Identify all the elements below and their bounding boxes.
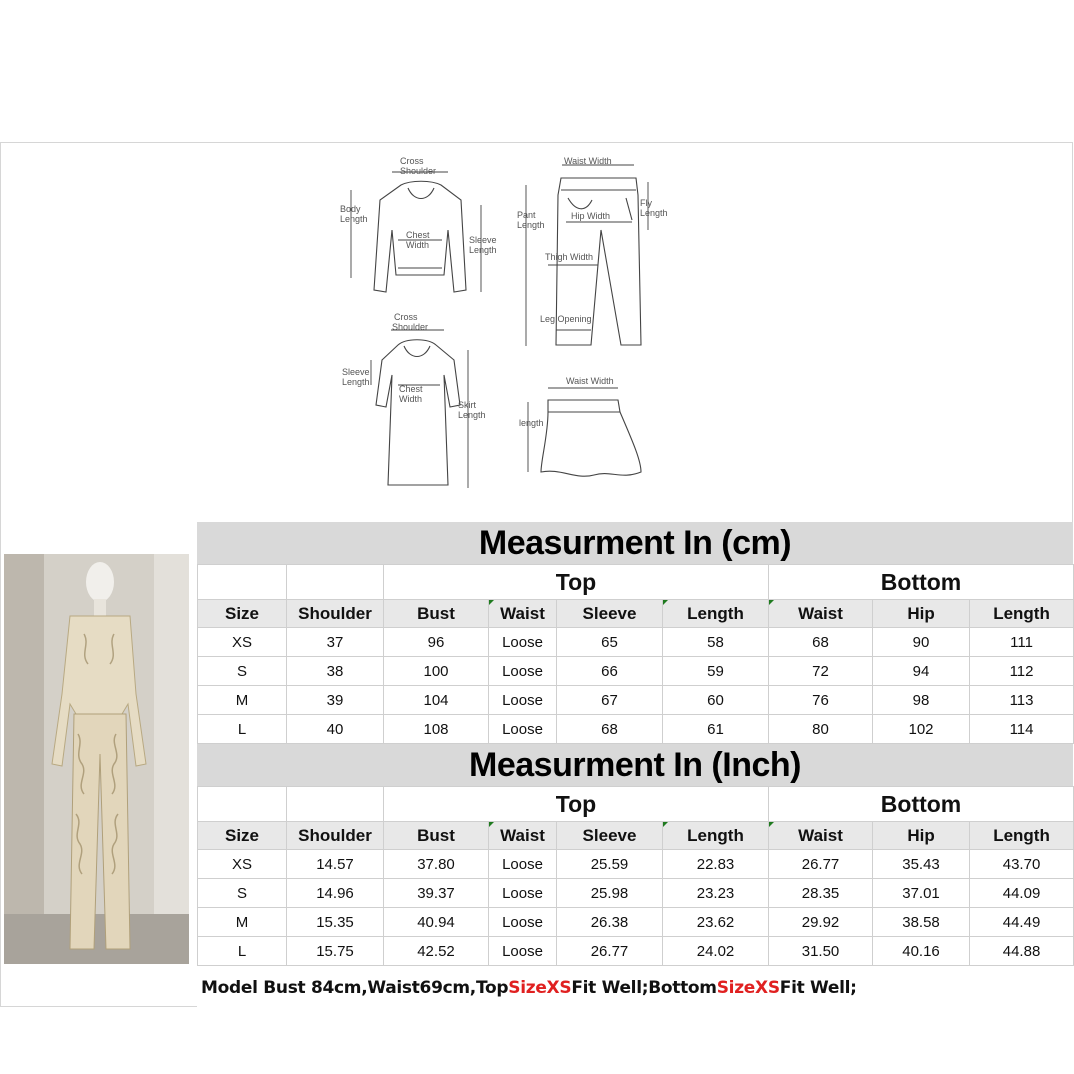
table-cell: 98 xyxy=(873,686,970,715)
label-skirt-length: length xyxy=(519,418,544,428)
table-cell: XS xyxy=(198,850,287,879)
table-cell: 26.77 xyxy=(557,937,663,966)
table-row xyxy=(198,686,1074,715)
cm-group-top: Top xyxy=(384,565,769,600)
inch-header-cell: Waist xyxy=(769,822,873,850)
table-cell: 59 xyxy=(663,657,769,686)
table-cell: Loose xyxy=(489,657,557,686)
label-chest-width-1: Chest xyxy=(406,230,430,240)
table-cell: Loose xyxy=(489,850,557,879)
table-cell: XS xyxy=(198,628,287,657)
cm-header-cell: Sleeve xyxy=(557,600,663,628)
table-row xyxy=(198,879,1074,908)
cm-group-blank-2 xyxy=(287,565,384,600)
cm-header-cell: Size xyxy=(198,600,287,628)
label-cross-shoulder-2: Shoulder xyxy=(400,166,437,176)
cm-header-cell: Shoulder xyxy=(287,600,384,628)
model-fit-note xyxy=(197,966,1073,1010)
table-cell: 80 xyxy=(769,715,873,744)
cm-group-bottom: Bottom xyxy=(769,565,1074,600)
label-sleeve-length-2: Length xyxy=(469,245,497,255)
table-cell: 39.37 xyxy=(384,879,489,908)
inch-header-cell: Bust xyxy=(384,822,489,850)
table-cell: 26.38 xyxy=(557,908,663,937)
table-cell: 72 xyxy=(769,657,873,686)
table-cell: 14.57 xyxy=(287,850,384,879)
table-cell: 23.62 xyxy=(663,908,769,937)
model-fit-text-3: Fit Well; xyxy=(779,978,857,998)
table-cell: S xyxy=(198,879,287,908)
table-cell: 67 xyxy=(557,686,663,715)
table-cell: 39 xyxy=(287,686,384,715)
table-cell: 114 xyxy=(970,715,1074,744)
label-thigh-width: Thigh Width xyxy=(545,252,594,262)
table-row xyxy=(198,908,1074,937)
inch-header-cell: Length xyxy=(663,822,769,850)
table-row xyxy=(198,715,1074,744)
table-cell: 68 xyxy=(557,715,663,744)
table-cell: 43.70 xyxy=(970,850,1074,879)
table-cell: 25.98 xyxy=(557,879,663,908)
table-cell: 35.43 xyxy=(873,850,970,879)
label-dress-cross-shoulder-2: Shoulder xyxy=(392,322,429,332)
table-cell: Loose xyxy=(489,628,557,657)
table-cell: 108 xyxy=(384,715,489,744)
label-dress-cross-shoulder-1: Cross xyxy=(394,312,418,322)
table-cell: 40.16 xyxy=(873,937,970,966)
table-cell: 25.59 xyxy=(557,850,663,879)
table-cell: Loose xyxy=(489,879,557,908)
inch-header-cell: Waist xyxy=(489,822,557,850)
label-dress-chest-width-1: Chest xyxy=(399,384,423,394)
table-cell: L xyxy=(198,715,287,744)
table-cell: 96 xyxy=(384,628,489,657)
table-cell: 42.52 xyxy=(384,937,489,966)
label-cross-shoulder-1: Cross xyxy=(400,156,424,166)
measurement-diagram-svg xyxy=(336,150,686,495)
table-cell: 44.09 xyxy=(970,879,1074,908)
label-dress-sleeve-length-1: Sleeve xyxy=(342,367,370,377)
label-dress-chest-width-2: Width xyxy=(399,394,423,404)
inch-header-cell: Shoulder xyxy=(287,822,384,850)
label-skirt-length-2: Length xyxy=(458,410,486,420)
table-cell: 29.92 xyxy=(769,908,873,937)
table-cell: 44.49 xyxy=(970,908,1074,937)
table-cell: 112 xyxy=(970,657,1074,686)
table-cell: 61 xyxy=(663,715,769,744)
measurement-diagram xyxy=(336,150,686,495)
table-cell: 66 xyxy=(557,657,663,686)
table-cell: 14.96 xyxy=(287,879,384,908)
cm-header-cell: Hip xyxy=(873,600,970,628)
table-row xyxy=(198,657,1074,686)
label-pant-length-2: Length xyxy=(517,220,545,230)
inch-header-row xyxy=(198,822,1074,850)
table-cell: 15.75 xyxy=(287,937,384,966)
cm-group-blank-1 xyxy=(198,565,287,600)
table-cell: 40 xyxy=(287,715,384,744)
table-cell: 102 xyxy=(873,715,970,744)
table-cell: M xyxy=(198,908,287,937)
inch-group-top: Top xyxy=(384,787,769,822)
label-pant-length-1: Pant xyxy=(517,210,536,220)
table-cell: 100 xyxy=(384,657,489,686)
cm-header-cell: Bust xyxy=(384,600,489,628)
table-cell: 104 xyxy=(384,686,489,715)
table-cell: Loose xyxy=(489,908,557,937)
table-cell: 38.58 xyxy=(873,908,970,937)
inch-group-bottom: Bottom xyxy=(769,787,1074,822)
cm-header-cell: Length xyxy=(970,600,1074,628)
size-tables xyxy=(197,522,1073,1010)
cm-header-cell: Length xyxy=(663,600,769,628)
inch-header-cell: Sleeve xyxy=(557,822,663,850)
table-cell: 68 xyxy=(769,628,873,657)
table-cell: 37.80 xyxy=(384,850,489,879)
label-body-length-2: Length xyxy=(340,214,368,224)
model-photo-svg xyxy=(4,554,189,964)
table-cell: 40.94 xyxy=(384,908,489,937)
label-skirt-waist-width: Waist Width xyxy=(566,376,614,386)
table-cell: S xyxy=(198,657,287,686)
table-cell: L xyxy=(198,937,287,966)
table-cell: 37 xyxy=(287,628,384,657)
table-cell: 28.35 xyxy=(769,879,873,908)
table-cell: 31.50 xyxy=(769,937,873,966)
table-cell: 24.02 xyxy=(663,937,769,966)
inch-group-row xyxy=(198,787,1074,822)
table-cell: 113 xyxy=(970,686,1074,715)
model-fit-text-2: Fit Well;Bottom xyxy=(571,978,717,998)
table-cell: 15.35 xyxy=(287,908,384,937)
label-skirt-length-1: Skirt xyxy=(458,400,476,410)
inch-header-cell: Size xyxy=(198,822,287,850)
label-sleeve-length-1: Sleeve xyxy=(469,235,497,245)
cm-table xyxy=(197,564,1074,744)
inch-table xyxy=(197,786,1074,966)
inch-header-cell: Hip xyxy=(873,822,970,850)
table-cell: 58 xyxy=(663,628,769,657)
table-cell: 44.88 xyxy=(970,937,1074,966)
label-dress-sleeve-length-2: Length xyxy=(342,377,370,387)
table-cell: 23.23 xyxy=(663,879,769,908)
inch-group-blank-1 xyxy=(198,787,287,822)
table-cell: 22.83 xyxy=(663,850,769,879)
table-cell: 94 xyxy=(873,657,970,686)
model-photo xyxy=(4,554,189,964)
table-cell: 60 xyxy=(663,686,769,715)
cm-header-row xyxy=(198,600,1074,628)
label-hip-width: Hip Width xyxy=(571,211,611,221)
table-cell: Loose xyxy=(489,937,557,966)
table-cell: Loose xyxy=(489,686,557,715)
table-cell: M xyxy=(198,686,287,715)
table-cell: 65 xyxy=(557,628,663,657)
label-leg-opening: Leg Opening xyxy=(540,314,592,324)
table-row xyxy=(198,628,1074,657)
cm-header-cell: Waist xyxy=(489,600,557,628)
inch-table-title: Measurment In (Inch) xyxy=(197,744,1073,786)
table-cell: 37.01 xyxy=(873,879,970,908)
model-fit-bottom-size: SizeXS xyxy=(716,978,780,998)
inch-group-blank-2 xyxy=(287,787,384,822)
label-waist-width: Waist Width xyxy=(564,156,612,166)
label-fly-length-1: Fly xyxy=(640,198,652,208)
inch-header-cell: Length xyxy=(970,822,1074,850)
label-body-length-1: Body xyxy=(340,204,361,214)
model-fit-text-1: Model Bust 84cm,Waist69cm,Top xyxy=(201,978,509,998)
label-fly-length-2: Length xyxy=(640,208,668,218)
table-cell: 76 xyxy=(769,686,873,715)
table-cell: 38 xyxy=(287,657,384,686)
table-cell: Loose xyxy=(489,715,557,744)
table-row xyxy=(198,937,1074,966)
table-row xyxy=(198,850,1074,879)
table-cell: 26.77 xyxy=(769,850,873,879)
model-fit-top-size: SizeXS xyxy=(508,978,572,998)
label-chest-width-2: Width xyxy=(406,240,430,250)
table-cell: 90 xyxy=(873,628,970,657)
table-cell: 111 xyxy=(970,628,1074,657)
cm-group-row xyxy=(198,565,1074,600)
cm-table-title: Measurment In (cm) xyxy=(197,522,1073,564)
cm-header-cell: Waist xyxy=(769,600,873,628)
